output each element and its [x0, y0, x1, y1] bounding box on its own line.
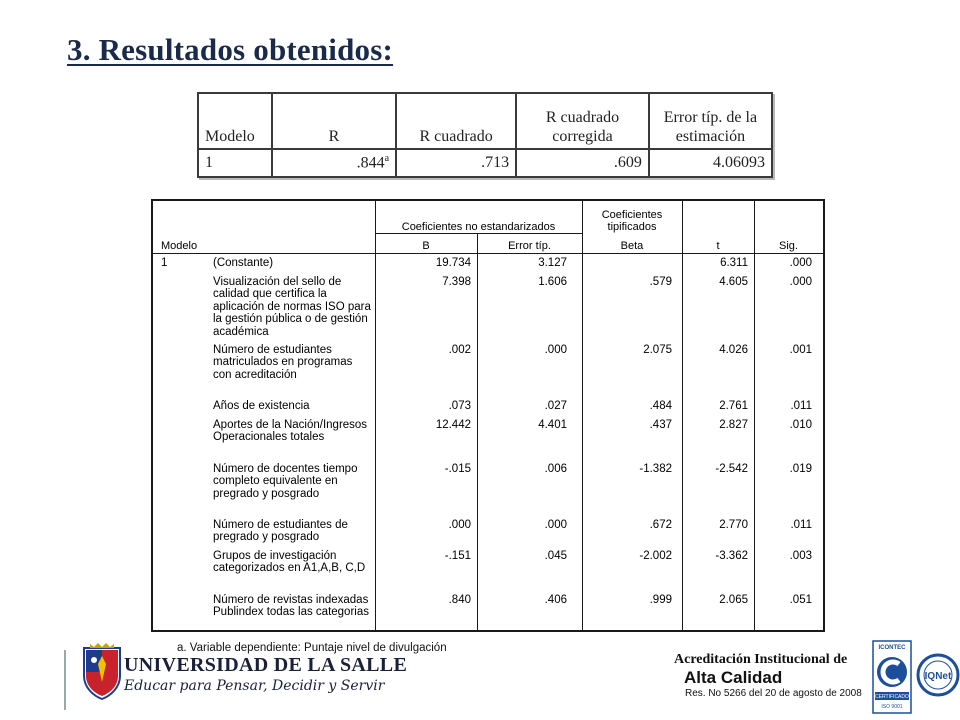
- cell-error: .000: [544, 344, 567, 356]
- cell-error: .006: [544, 463, 567, 475]
- icontec-iso: ISO 9001: [881, 704, 903, 710]
- cell-error: .406: [544, 594, 567, 606]
- cell-t: 2.065: [719, 594, 748, 606]
- accreditation-line-1: Acreditación Institucional de: [674, 652, 848, 667]
- cell-error: 3.127: [538, 257, 567, 269]
- cell-b: 12.442: [435, 419, 471, 431]
- cell-t: 2.827: [719, 419, 748, 431]
- cell-sig: .011: [790, 519, 812, 531]
- group-underline: [375, 233, 582, 234]
- cell-sig: .010: [789, 419, 812, 431]
- cell-b: .073: [448, 400, 471, 412]
- accreditation-line-2: Alta Calidad: [684, 668, 783, 687]
- summary-r2: .713: [396, 149, 516, 177]
- row-label: Años de existencia: [213, 400, 310, 412]
- row-label: Aportes de la Nación/Ingresos Operacionales totales: [213, 419, 368, 444]
- header-t: t: [716, 240, 720, 252]
- table-footnote: a. Variable dependiente: Puntaje nivel de divulgación: [177, 642, 447, 654]
- cell-t: 4.026: [719, 344, 748, 356]
- icontec-logo-icon: [872, 640, 912, 714]
- cell-t: -3.362: [715, 550, 748, 562]
- cell-b: -.015: [444, 463, 471, 475]
- model-number: 1: [161, 257, 168, 269]
- row-label: Número de docentes tiempo completo equivalente en pregrado y posgrado: [213, 463, 358, 500]
- cell-error: .027: [544, 400, 567, 412]
- row-label: (Constante): [213, 257, 274, 269]
- cell-sig: .003: [789, 550, 812, 562]
- header-bottom-line: [153, 253, 823, 254]
- row-label: Grupos de investigación categorizados en A1,A,B, C,D: [213, 550, 366, 575]
- coefficients-table: [151, 199, 825, 632]
- icontec-label: ICONTEC: [878, 645, 906, 651]
- cell-t: 6.311: [720, 257, 748, 269]
- summary-header-modelo: Modelo: [198, 93, 272, 149]
- summary-data-row: [198, 149, 772, 177]
- model-summary-table: [197, 92, 773, 178]
- summary-header-r2-adj: R cuadrado corregida: [516, 93, 649, 149]
- cell-beta: .672: [649, 519, 672, 531]
- summary-modelo: 1: [198, 149, 272, 177]
- cell-t: -2.542: [715, 463, 748, 475]
- header-unstandardized: Coeficientes no estandarizados: [401, 221, 556, 233]
- cell-beta: .437: [649, 419, 672, 431]
- cell-error: 4.401: [538, 419, 567, 431]
- cell-sig: .019: [789, 463, 812, 475]
- cell-t: 4.605: [719, 276, 748, 288]
- cell-b: .002: [448, 344, 471, 356]
- cell-beta: -2.002: [639, 550, 672, 562]
- summary-error: 4.06093: [649, 149, 772, 177]
- cell-beta: .484: [649, 400, 672, 412]
- university-crest-icon: [80, 642, 124, 700]
- row-label: Número de estudiantes matriculados en programas con acreditación: [213, 344, 353, 381]
- cell-b: 7.398: [442, 276, 471, 288]
- footer-divider: [64, 650, 66, 710]
- header-modelo: Modelo: [161, 240, 198, 252]
- cell-t: 2.761: [719, 400, 748, 412]
- row-label: Visualización del sello de calidad que certifica la aplicación de normas ISO para la gestión pública o de gestión académica: [213, 276, 371, 338]
- summary-r2-adj: .609: [516, 149, 649, 177]
- cell-error: .045: [544, 550, 567, 562]
- cell-beta: 2.075: [643, 344, 672, 356]
- cell-beta: .579: [649, 276, 672, 288]
- page-title: 3. Resultados obtenidos:: [67, 32, 394, 67]
- summary-header-r2: R cuadrado: [396, 93, 516, 149]
- cell-b: .840: [448, 594, 471, 606]
- cell-b: 19.734: [435, 257, 471, 269]
- icontec-cert: CERTIFICADO: [875, 694, 909, 700]
- cell-error: .000: [544, 519, 567, 531]
- cell-beta: -1.382: [639, 463, 672, 475]
- cell-error: 1.606: [538, 276, 567, 288]
- cell-sig: .001: [789, 344, 812, 356]
- summary-r: .844$^a$: [272, 149, 396, 177]
- header-sig: Sig.: [779, 240, 798, 252]
- cell-t: 2.770: [719, 519, 748, 531]
- cell-sig: .011: [790, 400, 812, 412]
- header-error: Error típ.: [508, 240, 551, 252]
- row-label: Número de revistas indexadas Publindex todas las categorias: [213, 594, 369, 619]
- cell-beta: .999: [649, 594, 672, 606]
- cell-sig: .000: [789, 276, 812, 288]
- row-label: Número de estudiantes de pregrado y posgrado: [213, 519, 348, 544]
- iqnet-logo-icon: [916, 648, 960, 702]
- cell-b: -.151: [444, 550, 471, 562]
- cell-b: .000: [448, 519, 471, 531]
- accreditation-line-3: Res. No 5266 del 20 de agosto de 2008: [685, 688, 862, 699]
- col-divider: [582, 201, 583, 630]
- iqnet-label: IQNet: [924, 671, 952, 682]
- header-beta: Beta: [620, 240, 644, 252]
- university-name: UNIVERSIDAD DE LA SALLE: [124, 654, 408, 676]
- summary-header-error: Error típ. de la estimación: [649, 93, 772, 149]
- summary-header-row: [198, 93, 772, 149]
- university-motto: Educar para Pensar, Decidir y Servir: [124, 678, 385, 694]
- header-b: B: [422, 240, 430, 252]
- header-standardized: Coeficientes tipificados: [601, 209, 663, 233]
- cell-sig: .051: [789, 594, 812, 606]
- summary-header-r: R: [272, 93, 396, 149]
- cell-sig: .000: [789, 257, 812, 269]
